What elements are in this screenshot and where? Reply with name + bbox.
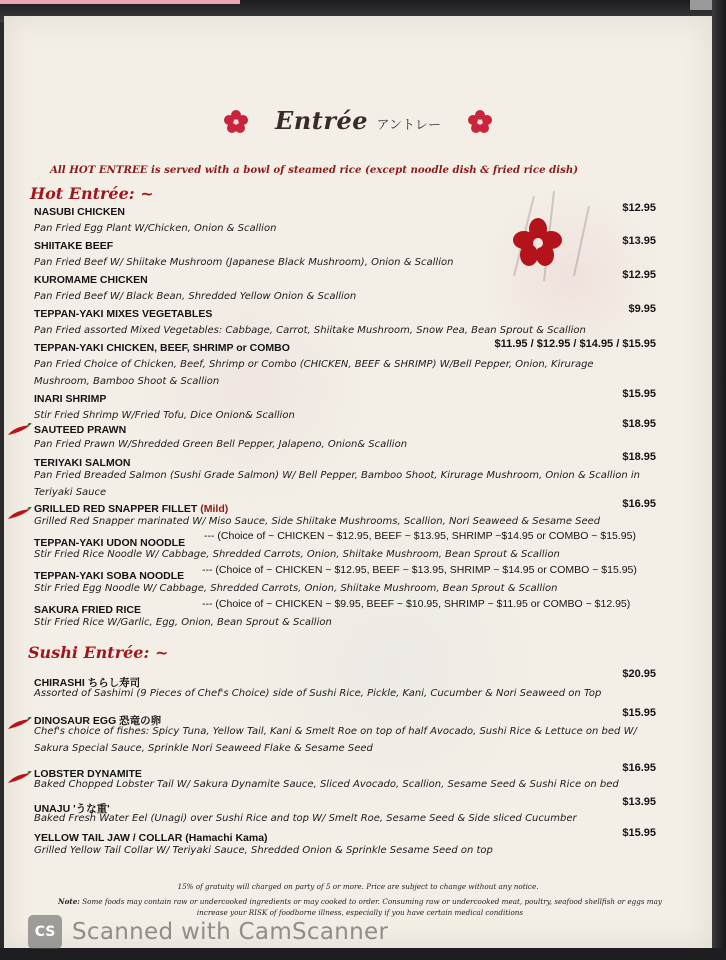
note-label: Note: — [58, 897, 80, 906]
item-price: $16.95 — [622, 762, 656, 774]
item-name: INARI SHRIMP — [34, 393, 107, 405]
item-price: $18.95 — [622, 418, 656, 430]
item-choice-prices: --- (Choice of ~ CHICKEN ~ $12.95, BEEF ~ $13.95, SHRIMP ~ $14.95 or COMBO ~ $15.95) — [202, 564, 637, 576]
item-price: $13.95 — [622, 796, 656, 808]
camscanner-text: Scanned with CamScanner — [72, 919, 389, 945]
item-desc: Chef's choice of fishes: Spicy Tuna, Yellow Tail, Kani & Smelt Roe on top of half Avocado, Sushi Rice & Lettuce on bed W/ — [34, 726, 637, 737]
note-text: Some foods may contain raw or undercooked ingredients or may cooked to order. Consuming raw or undercooked meat, poultry, seafood shellfish or eggs may — [82, 897, 662, 906]
item-price: $20.95 — [622, 668, 656, 680]
item-price: $12.95 — [622, 269, 656, 281]
chili-pepper-icon — [6, 771, 32, 785]
item-name: UNAJU 'うな重' — [34, 803, 110, 815]
item-name: SAUTEED PRAWN — [34, 424, 127, 436]
item-name-text: YELLOW TAIL JAW / COLLAR — [34, 832, 183, 844]
item-name: TEPPAN-YAKI CHICKEN, BEEF, SHRIMP or COMBO — [34, 342, 290, 354]
item-name: DINOSAUR EGG 恐竜の卵 — [34, 715, 162, 727]
item-desc: Baked Chopped Lobster Tail W/ Sakura Dynamite Sauce, Sliced Avocado, Scallion, Sesame Seed & Sushi Rice on bed — [34, 779, 619, 790]
item-desc: Stir Fried Egg Noodle W/ Cabbage, Shredded Carrots, Onion, Shiitake Mushroom, Bean Sprout & Scallion — [34, 583, 558, 594]
item-name: TEPPAN-YAKI SOBA NOODLE — [34, 570, 185, 582]
spice-level-label: (Mild) — [200, 503, 229, 515]
item-name: NASUBI CHICKEN — [34, 206, 126, 218]
item-desc: Mushroom, Bamboo Shoot & Scallion — [34, 376, 220, 387]
item-desc: Sakura Special Sauce, Sprinkle Nori Seaweed Flake & Sesame Seed — [34, 743, 373, 754]
item-price: $12.95 — [622, 202, 656, 214]
rice-notice: All HOT ENTREE is served with a bowl of steamed rice (except noodle dish & fried rice dish) — [50, 164, 579, 176]
item-desc: Pan Fried assorted Mixed Vegetables: Cabbage, Carrot, Shiitake Mushroom, Snow Pea, Bean Sprout & Scallion — [34, 325, 586, 336]
flower-icon — [223, 109, 249, 135]
item-name: TERIYAKI SALMON — [34, 457, 131, 469]
item-desc: Baked Fresh Water Eel (Unagi) over Sushi Rice and top W/ Smelt Roe, Sesame Seed & Side sliced Cucumber — [34, 813, 577, 824]
item-name: TEPPAN-YAKI MIXES VEGETABLES — [34, 308, 213, 320]
note-text-2: increase your RISK of foodborne illness, especially if you have certain medical conditions — [196, 908, 524, 917]
item-desc: Pan Fried Egg Plant W/Chicken, Onion & Scallion — [34, 223, 277, 234]
item-choice-prices: --- (Choice of ~ CHICKEN ~ $9.95, BEEF ~ $10.95, SHRIMP ~ $11.95 or COMBO ~ $12.95) — [202, 598, 631, 610]
item-name: SHIITAKE BEEF — [34, 240, 114, 252]
item-choice-prices: --- (Choice of ~ CHICKEN ~ $12.95, BEEF ~ $13.95, SHRIMP ~$14.95 or COMBO ~ $15.95) — [204, 530, 636, 542]
hot-entree-heading: Hot Entrée: ~ — [30, 184, 154, 203]
item-price: $16.95 — [622, 498, 656, 510]
item-price: $15.95 — [622, 827, 656, 839]
menu-page — [4, 16, 712, 948]
item-desc: Pan Fried Beef W/ Shiitake Mushroom (Japanese Black Mushroom), Onion & Scallion — [34, 257, 454, 268]
item-desc: Pan Fried Prawn W/Shredded Green Bell Pepper, Jalapeno, Onion& Scallion — [34, 439, 408, 450]
chili-pepper-icon — [6, 507, 32, 521]
page-title-japanese: アントレー — [376, 118, 441, 133]
item-desc: Assorted of Sashimi (9 Pieces of Chef's Choice) side of Sushi Rice, Pickle, Kani, Cucumber & Nori Seaweed on Top — [34, 688, 602, 699]
sushi-entree-heading: Sushi Entrée: ~ — [28, 643, 169, 662]
item-desc: Pan Fried Choice of Chicken, Beef, Shrimp or Combo (CHICKEN, BEEF & SHRIMP) W/Bell Pepper, Onion, Kirurage — [34, 359, 594, 370]
item-name-text: GRILLED RED SNAPPER FILLET — [34, 503, 198, 515]
menu-cover-side — [712, 0, 726, 960]
item-desc: Teriyaki Sauce — [34, 487, 107, 498]
red-blossom-icon — [512, 216, 564, 268]
item-name: CHIRASHI ちらし寿司 — [34, 677, 141, 689]
camscanner-logo-icon: CS — [28, 915, 62, 949]
item-name: TEPPAN-YAKI UDON NOODLE — [34, 537, 186, 549]
item-desc: Stir Fried Rice Noodle W/ Cabbage, Shredded Carrots, Onion, Shiitake Mushroom, Bean Sprout & Scallion — [34, 549, 560, 560]
item-name: KUROMAME CHICKEN — [34, 274, 148, 286]
chili-pepper-icon — [6, 717, 32, 731]
camscanner-watermark — [28, 912, 388, 952]
item-price: $15.95 — [622, 707, 656, 719]
item-name-japanese-alias: (Hamachi Kama) — [185, 832, 268, 844]
item-desc: Grilled Red Snapper marinated W/ Miso Sauce, Side Shiitake Mushrooms, Scallion, Nori Seaweed & Sesame Seed — [34, 516, 601, 527]
item-desc: Stir Fried Shrimp W/Fried Tofu, Dice Onion& Scallion — [34, 410, 295, 421]
item-price: $13.95 — [622, 235, 656, 247]
item-price: $15.95 — [622, 388, 656, 400]
page-title: Entrée — [275, 106, 369, 135]
item-name: SAKURA FRIED RICE — [34, 604, 141, 616]
item-price: $18.95 — [622, 451, 656, 463]
title-row — [4, 106, 712, 135]
item-price: $9.95 — [628, 303, 656, 315]
item-desc: Pan Fried Beef W/ Black Bean, Shredded Yellow Onion & Scallion — [34, 291, 357, 302]
item-desc: Pan Fried Breaded Salmon (Sushi Grade Salmon) W/ Bell Pepper, Bamboo Shoot, Kirurage Mushroom, Onion & Scallion in — [34, 470, 640, 481]
gratuity-note: 15% of gratuity will charged on party of 5 or more. Price are subject to change without any notice. — [177, 882, 539, 891]
item-desc: Stir Fried Rice W/Garlic, Egg, Onion, Bean Sprout & Scallion — [34, 617, 332, 628]
item-desc: Grilled Yellow Tail Collar W/ Teriyaki Sauce, Shredded Onion & Sprinkle Sesame Seed on top — [34, 845, 493, 856]
item-name: LOBSTER DYNAMITE — [34, 768, 142, 780]
item-price: $11.95 / $12.95 / $14.95 / $15.95 — [494, 338, 656, 350]
chili-pepper-icon — [6, 423, 32, 437]
flower-icon — [467, 109, 493, 135]
